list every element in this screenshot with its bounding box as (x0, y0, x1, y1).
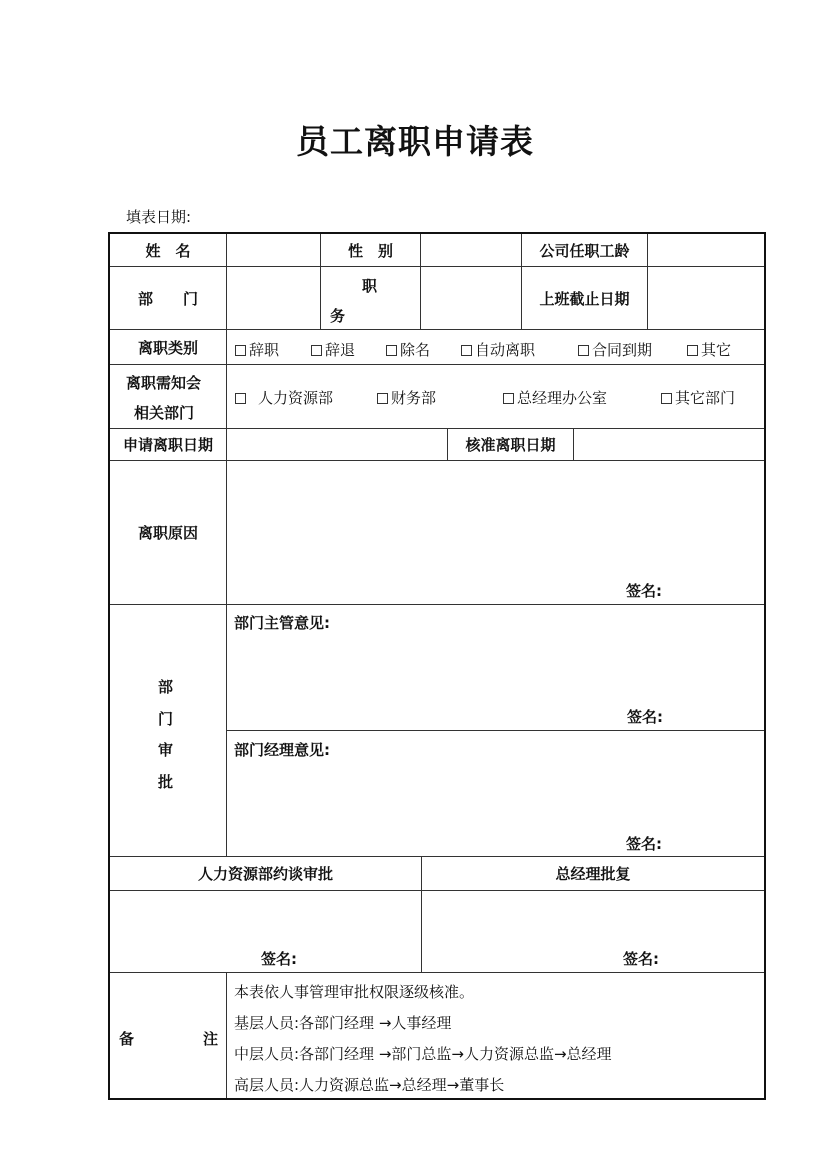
reason-field[interactable] (227, 461, 764, 604)
dept-field[interactable] (227, 267, 320, 329)
remark-line: 中层人员:各部门经理 →部门总监→人力资源总监→总经理 (234, 1045, 612, 1063)
manager-sign-label: 签名: (626, 835, 662, 853)
remark-label-1: 备 (119, 1030, 135, 1048)
hr-sign-label: 签名: (261, 950, 297, 968)
resign-type-label: 离职类别 (137, 338, 198, 357)
seniority-label: 公司任职工龄 (539, 241, 630, 260)
last-day-field[interactable] (648, 267, 764, 329)
resign-type-option[interactable]: 合同到期 (578, 339, 652, 360)
resign-type-option[interactable]: 除名 (386, 339, 430, 360)
position-label-1: 职 (362, 277, 378, 295)
approve-date-label: 核准离职日期 (465, 436, 556, 454)
checkbox-icon[interactable] (578, 345, 589, 356)
remark-line: 高层人员:人力资源总监→总经理→董事长 (234, 1076, 505, 1094)
position-field[interactable] (421, 267, 521, 329)
page-title: 员工离职申请表 (296, 122, 534, 161)
manager-opinion-field[interactable] (227, 761, 764, 856)
remark-label-2: 注 (203, 1030, 219, 1048)
notify-label-1: 离职需知会 (126, 374, 202, 392)
notify-dept-option[interactable]: 其它部门 (661, 387, 735, 408)
gm-sign-label: 签名: (623, 950, 659, 968)
hr-interview-label: 人力资源部约谈审批 (197, 865, 333, 883)
supervisor-opinion-field[interactable] (227, 634, 764, 730)
apply-date-field[interactable] (227, 429, 447, 460)
gender-label: 性 别 (347, 241, 393, 260)
resign-type-option[interactable]: 辞职 (235, 339, 279, 360)
fill-date-label: 填表日期: (126, 208, 192, 226)
position-label-2: 务 (330, 307, 346, 325)
name-field[interactable] (227, 234, 320, 266)
checkbox-icon[interactable] (661, 393, 672, 404)
dept-approval-char: 部 (158, 678, 174, 696)
notify-label-2: 相关部门 (134, 404, 195, 422)
supervisor-opinion-label: 部门主管意见: (234, 614, 330, 632)
dept-approval-char: 门 (158, 710, 174, 728)
dept-approval-char: 批 (158, 773, 174, 791)
dept-approval-char: 审 (158, 741, 174, 759)
checkbox-icon[interactable] (377, 393, 388, 404)
reason-label: 离职原因 (137, 524, 198, 542)
dept-label: 部 门 (137, 289, 198, 308)
checkbox-icon[interactable] (311, 345, 322, 356)
remark-line: 基层人员:各部门经理 →人事经理 (234, 1014, 452, 1032)
reason-sign-label: 签名: (626, 582, 662, 600)
checkbox-icon[interactable] (386, 345, 397, 356)
notify-dept-option[interactable]: 财务部 (377, 387, 436, 408)
gm-reply-field[interactable] (422, 891, 764, 972)
approve-date-field[interactable] (574, 429, 764, 460)
name-label: 姓 名 (145, 241, 191, 260)
checkbox-icon[interactable] (235, 345, 246, 356)
checkbox-icon[interactable] (687, 345, 698, 356)
checkbox-icon[interactable] (503, 393, 514, 404)
resign-type-option[interactable]: 自动离职 (461, 339, 535, 360)
notify-dept-option[interactable]: 总经理办公室 (503, 387, 607, 408)
resign-type-option[interactable]: 其它 (687, 339, 731, 360)
resignation-form (108, 232, 766, 1100)
notify-dept-option[interactable]: 人力资源部 (235, 387, 333, 408)
manager-opinion-label: 部门经理意见: (234, 741, 330, 759)
resign-type-option[interactable]: 辞退 (311, 339, 355, 360)
checkbox-icon[interactable] (461, 345, 472, 356)
remark-line: 本表依人事管理审批权限逐级核准。 (234, 983, 475, 1001)
seniority-field[interactable] (648, 234, 764, 266)
last-day-label: 上班截止日期 (539, 289, 630, 308)
checkbox-icon[interactable] (235, 393, 246, 404)
supervisor-sign-label: 签名: (627, 708, 663, 726)
gm-reply-label: 总经理批复 (555, 865, 631, 883)
apply-date-label: 申请离职日期 (122, 436, 213, 454)
gender-field[interactable] (421, 234, 521, 266)
